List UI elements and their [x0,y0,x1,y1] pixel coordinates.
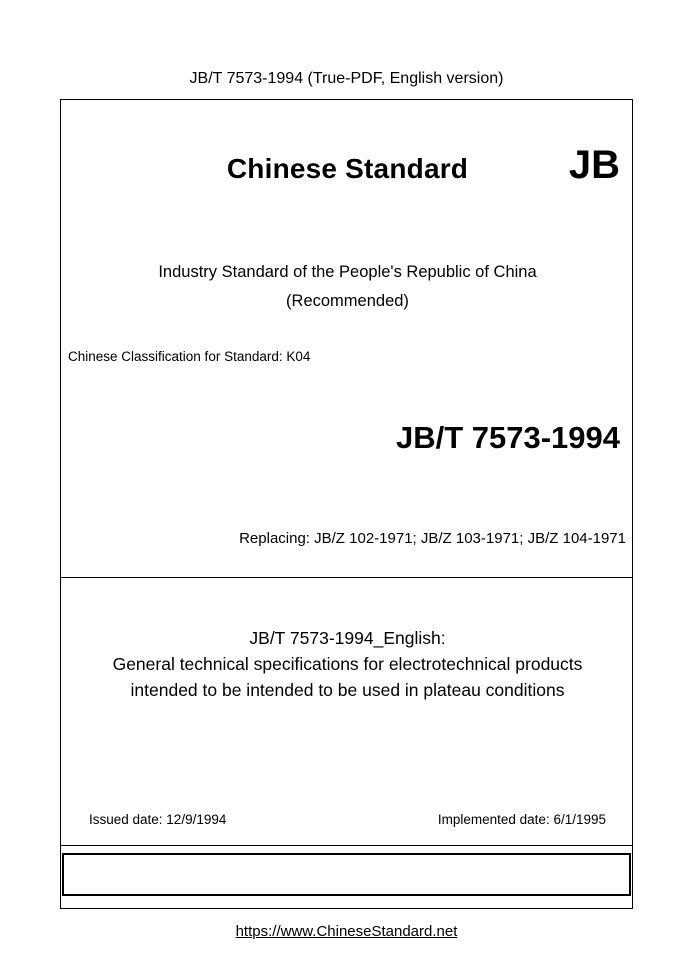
document-header-label: JB/T 7573-1994 (True-PDF, English version) [189,70,504,87]
cover-upper-section [61,100,632,578]
jb-logo: JB [568,143,620,187]
website-link[interactable]: https://www.ChineseStandard.net [235,923,458,940]
issuing-authority-line-2: (Recommended) [286,292,409,310]
implemented-date: Implemented date: 6/1/1995 [437,812,606,827]
english-title-line-1: JB/T 7573-1994_English: [249,628,446,648]
cover-bottom-strip [61,846,632,906]
english-title-line-2: General technical specifications for electrotechnical products [112,654,583,674]
cover-title: Chinese Standard [226,153,469,184]
date-row [61,812,634,827]
issuing-body-box [62,853,631,896]
cover-title-row [61,143,634,203]
english-title [61,625,634,703]
standard-cover-box [60,99,633,909]
cover-middle-section [61,578,632,846]
standard-number: JB/T 7573-1994 [395,420,620,455]
replacing-standards: Replacing: JB/Z 102-1971; JB/Z 103-1971; JB/Z 104-1971 [239,530,626,547]
english-title-line-3: intended to be intended to be used in plateau conditions [130,680,565,700]
issuing-authority [61,258,634,316]
issued-date: Issued date: 12/9/1994 [89,812,227,827]
classification-code: Chinese Classification for Standard: K04 [68,349,311,364]
issuing-authority-line-1: Industry Standard of the People's Republic of China [158,263,537,281]
